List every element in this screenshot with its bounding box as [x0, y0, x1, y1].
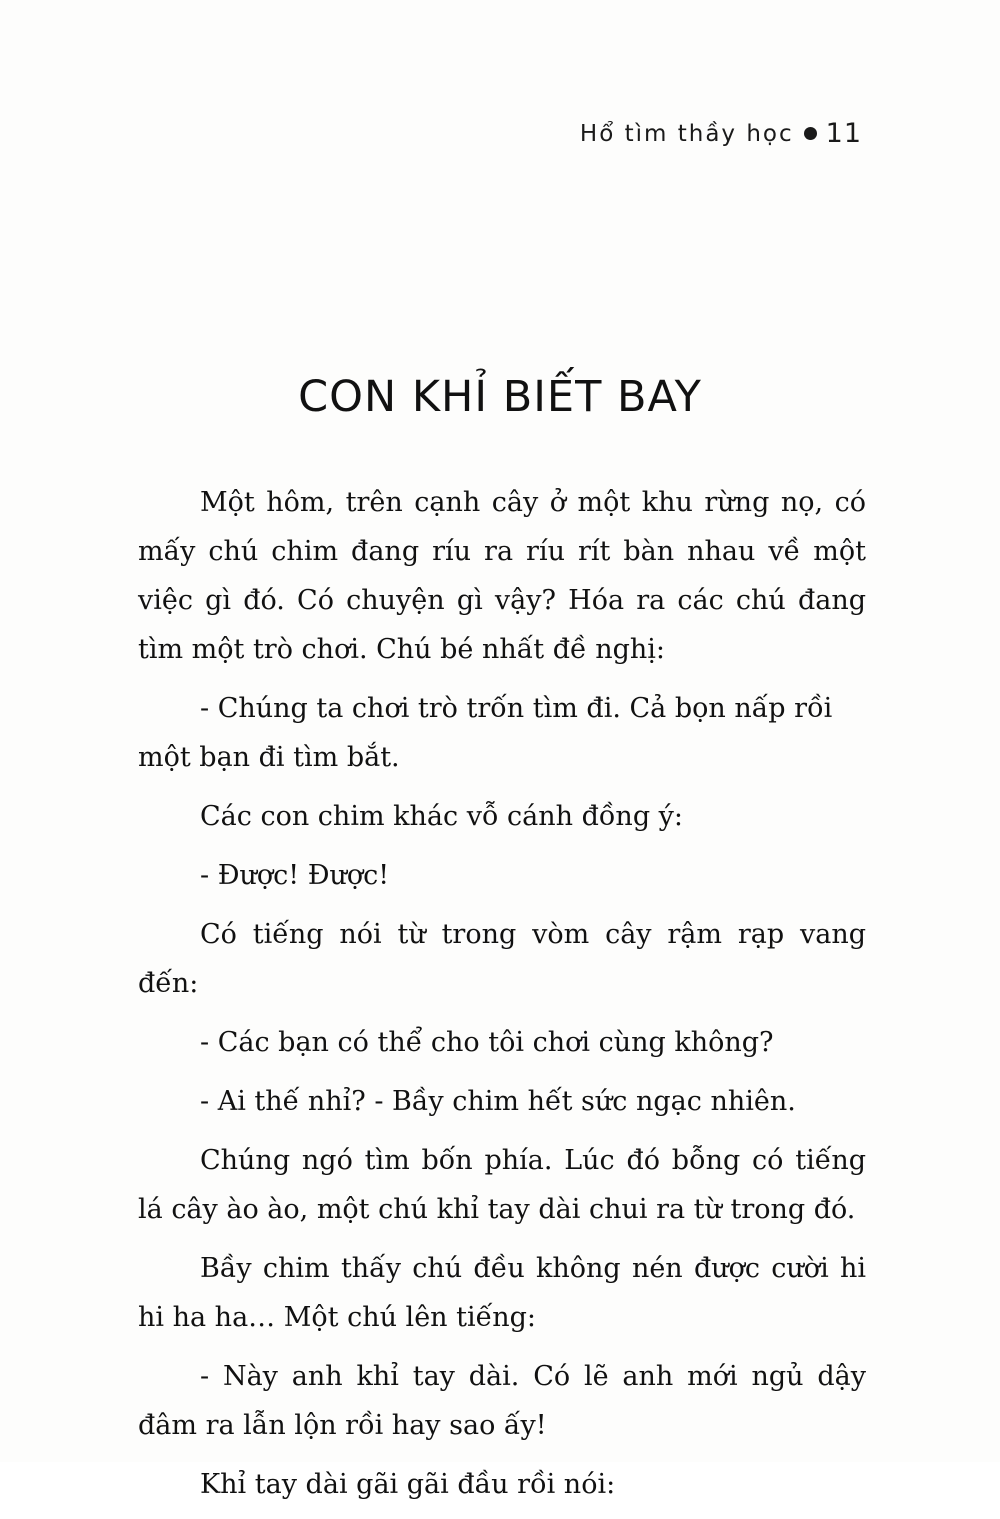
paragraph: Khỉ tay dài gãi gãi đầu rồi nói: [200, 1469, 616, 1500]
bullet-dot-icon [804, 127, 817, 140]
running-title: Hổ tìm thầy học [579, 120, 794, 147]
paragraph: Có tiếng nói từ trong vòm cây rậm rạp vang đến: [138, 919, 866, 999]
paragraph: - Được! Được! [200, 860, 390, 891]
paragraph: - Ai thế nhỉ? - Bầy chim hết sức ngạc nhiên. [200, 1086, 796, 1117]
paragraph: Các con chim khác vỗ cánh đồng ý: [200, 801, 684, 832]
chapter-title: CON KHỈ BIẾT BAY [298, 372, 702, 422]
paragraph: Một hôm, trên cạnh cây ở một khu rừng nọ, có mấy chú chim đang ríu ra ríu rít bàn nhau về một việc gì đó. Có chuyện gì vậy? Hóa ra các chú đang tìm một trò chơi. Chú bé nhất đề nghị: [138, 487, 866, 665]
running-header [580, 118, 862, 149]
story-body [138, 478, 866, 1519]
paragraph: Bầy chim thấy chú đều không nén được cười hi hi ha ha… Một chú lên tiếng: [138, 1253, 866, 1333]
paragraph: Chúng ngó tìm bốn phía. Lúc đó bỗng có tiếng lá cây ào ào, một chú khỉ tay dài chui ra từ trong đó. [138, 1145, 866, 1225]
paragraph: - Này anh khỉ tay dài. Có lẽ anh mới ngủ dậy đâm ra lẫn lộn rồi hay sao ấy! [138, 1361, 866, 1441]
page-number: 11 [825, 118, 862, 149]
paragraph: - Các bạn có thể cho tôi chơi cùng không? [200, 1027, 774, 1058]
paragraph: - Chúng ta chơi trò trốn tìm đi. Cả bọn nấp rồi một bạn đi tìm bắt. [138, 693, 833, 773]
